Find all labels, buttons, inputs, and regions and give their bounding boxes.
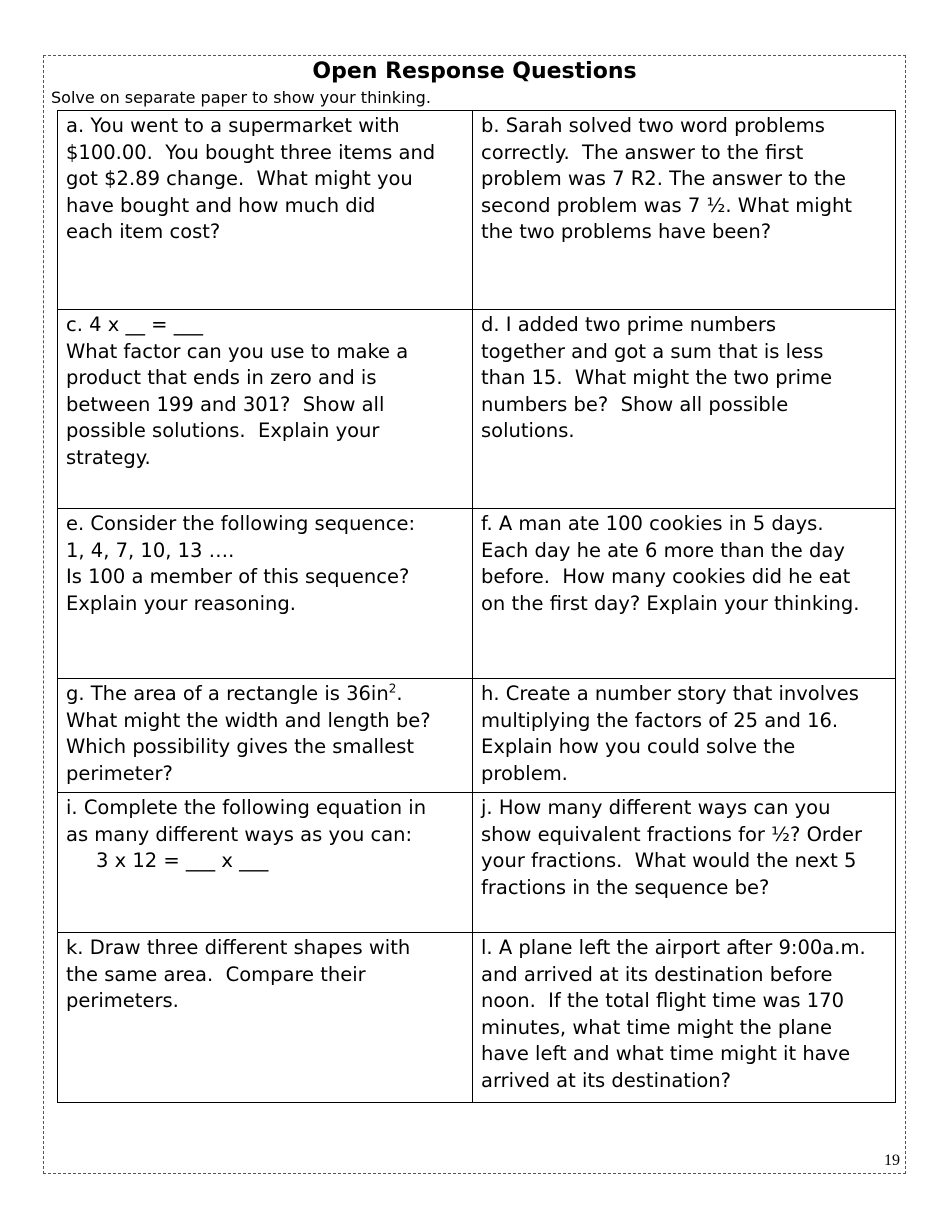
page-instructions: Solve on separate paper to show your thinking.	[51, 88, 431, 107]
question-a: a. You went to a supermarket with $100.00. You bought three items and got $2.89 change. What might you have bought and how much did each item cost?	[58, 111, 473, 310]
question-b: b. Sarah solved two word problems correctly. The answer to the first problem was 7 R2. The answer to the second problem was 7 ½. What might the two problems have been?	[473, 111, 896, 310]
page-title: Open Response Questions	[312, 59, 637, 84]
question-f: f. A man ate 100 cookies in 5 days. Each day he ate 6 more than the day before. How many cookies did he eat on the first day? Explain your thinking.	[473, 509, 896, 679]
question-d: d. I added two prime numbers together and got a sum that is less than 15. What might the two prime numbers be? Show all possible solutions.	[473, 310, 896, 509]
question-h: h. Create a number story that involves multiplying the factors of 25 and 16. Explain how you could solve the problem.	[473, 679, 896, 793]
page-number: 19	[884, 1152, 900, 1169]
questions-table	[57, 110, 896, 1103]
question-i: i. Complete the following equation in as many different ways as you can: 3 x 12 = ___ x ___	[58, 793, 473, 933]
question-j: j. How many different ways can you show equivalent fractions for ½? Order your fractions. What would the next 5 fractions in the sequence be?	[473, 793, 896, 933]
question-l: l. A plane left the airport after 9:00a.m. and arrived at its destination before noon. If the total flight time was 170 minutes, what time might the plane have left and what time might it have arrived at its destination?	[473, 933, 896, 1103]
question-c: c. 4 x __ = ___ What factor can you use to make a product that ends in zero and is between 199 and 301? Show all possible solutions. Explain your strategy.	[58, 310, 473, 509]
question-k: k. Draw three different shapes with the same area. Compare their perimeters.	[58, 933, 473, 1103]
question-e: e. Consider the following sequence: 1, 4, 7, 10, 13 …. Is 100 a member of this sequence? Explain your reasoning.	[58, 509, 473, 679]
question-g: g. The area of a rectangle is $36in^2$. What might the width and length be? Which possibility gives the smallest perimeter?	[58, 679, 473, 793]
